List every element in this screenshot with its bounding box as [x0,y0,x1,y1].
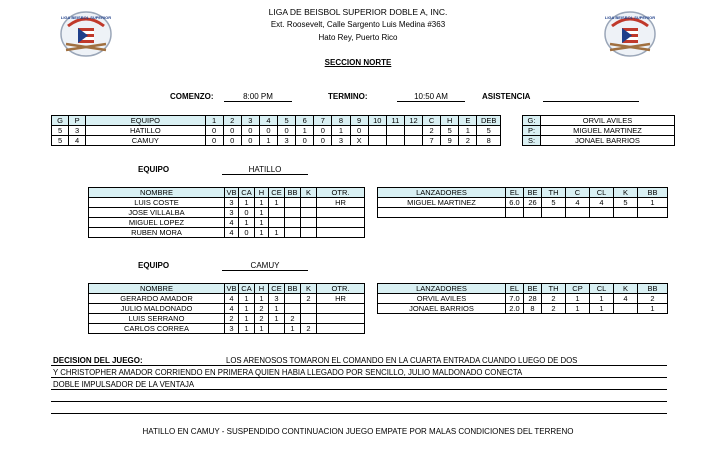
table-cell: 0 [314,136,332,146]
table-cell [614,208,638,218]
table-cell: 1 [239,218,255,228]
table-cell [566,208,590,218]
table-cell: 1 [259,136,277,146]
table-cell: C [423,116,441,126]
end-label: TERMINO: [328,92,368,101]
table-cell: 6 [296,116,314,126]
table-cell: 4 [225,294,239,304]
table-cell: MIGUEL LOPEZ [89,218,225,228]
table-cell: 7 [423,136,441,146]
table-cell: 1 [269,314,285,324]
end-value: 10:50 AM [414,92,448,101]
team1-pitching-table [377,187,668,218]
batting-row [89,198,365,208]
table-cell [614,304,638,314]
table-cell: 1 [590,304,614,314]
table-cell [317,304,365,314]
table-cell: RUBEN MORA [89,228,225,238]
table-cell: 2 [285,314,301,324]
table-cell: JONAEL BARRIOS [378,304,506,314]
start-underline [224,101,292,102]
table-cell [285,198,301,208]
logo-text: LIGA BEISBOL SUPERIOR [60,15,112,20]
table-cell: 1 [296,126,314,136]
section-title: SECCION NORTE [324,58,392,67]
decision-rule-2 [51,377,667,378]
table-cell: 9 [350,116,368,126]
scoreboard-header-row [52,116,501,126]
table-cell: 0 [239,208,255,218]
table-cell: 4 [225,228,239,238]
table-cell: H [255,284,269,294]
table-cell [368,126,386,136]
table-cell: 1 [566,304,590,314]
table-cell: 0 [223,136,241,146]
decision-rule-4 [51,401,667,402]
pitcher-of-record-row [523,136,675,146]
table-cell: 4 [225,218,239,228]
table-cell [590,208,614,218]
table-cell: 1 [590,294,614,304]
table-cell: LANZADORES [378,188,506,198]
table-cell: G [52,116,69,126]
table-cell: OTR. [317,284,365,294]
table-cell: 5 [278,116,296,126]
table-cell: H [441,116,459,126]
batting-header-row [89,284,365,294]
table-cell: EQUIPO [86,116,205,126]
table-cell: 5 [52,126,69,136]
table-cell: X [350,136,368,146]
pitcher-of-record-label: S: [523,136,541,146]
scoreboard-row [52,126,501,136]
team1-name: HATILLO [248,165,282,174]
table-cell [269,218,285,228]
table-cell: 0 [241,136,259,146]
league-address: Ext. Roosevelt, Calle Sargento Luis Medina #363 [270,20,446,29]
table-cell: 1 [638,304,668,314]
attendance-underline [543,101,639,102]
table-cell: JULIO MALDONADO [89,304,225,314]
table-cell: BB [285,284,301,294]
table-cell: 11 [386,116,404,126]
table-cell: CARLOS CORREA [89,324,225,334]
table-cell [301,218,317,228]
table-cell: 0 [278,126,296,136]
table-cell [269,208,285,218]
table-cell [301,304,317,314]
table-cell: 1 [255,198,269,208]
table-cell: K [301,284,317,294]
pitchers-of-record-table [522,115,675,146]
table-cell: 4 [614,294,638,304]
table-cell: 2 [255,304,269,314]
pitcher-of-record-name: JONAEL BARRIOS [541,136,675,146]
table-cell: 3 [225,324,239,334]
table-cell: 6.0 [506,198,524,208]
table-cell: CP [566,284,590,294]
table-cell: 2 [542,294,566,304]
table-cell [317,324,365,334]
table-cell: LUIS COSTE [89,198,225,208]
team2-pitching-table [377,283,668,314]
pitcher-of-record-label: G: [523,116,541,126]
table-cell: K [614,188,638,198]
table-cell: 0 [239,228,255,238]
table-cell: 0 [259,126,277,136]
table-cell: CA [239,188,255,198]
table-cell: BB [638,284,668,294]
batting-header-row [89,188,365,198]
team2-name: CAMUY [250,261,280,270]
pitcher-of-record-row [523,126,675,136]
table-cell: 5 [477,126,501,136]
team1-underline [222,174,308,175]
table-cell: 7 [314,116,332,126]
decision-rule-5 [51,413,667,414]
table-cell: 1 [638,198,668,208]
footer-note: HATILLO EN CAMUY - SUSPENDIDO CONTINUACION JUEGO EMPATE POR MALAS CONDICIONES DEL TERRENO [142,427,574,436]
batting-row [89,294,365,304]
batting-row [89,228,365,238]
table-cell: VB [226,188,237,197]
decision-line-3: DOBLE IMPULSADOR DE LA VENTAJA [53,380,195,389]
table-cell: 1 [332,126,350,136]
table-cell: JOSE VILLALBA [89,208,225,218]
table-cell [285,218,301,228]
team2-underline [222,270,308,271]
team1-batting-table [88,187,365,238]
team1-label: EQUIPO [138,165,170,174]
table-cell: 2 [542,304,566,314]
table-cell: 1 [255,294,269,304]
table-cell: HR [317,198,365,208]
table-cell: 4 [69,136,86,146]
table-cell: 2 [301,294,317,304]
table-cell: 1 [205,116,223,126]
table-cell [317,218,365,228]
table-cell: CE [269,284,285,294]
table-cell: 1 [255,324,269,334]
batting-row [89,304,365,314]
table-cell [524,208,542,218]
table-cell: 2 [255,314,269,324]
table-cell: K [301,188,317,198]
table-cell: GERARDO AMADOR [89,294,225,304]
table-cell: VB [226,284,237,293]
table-cell: OTR. [317,188,365,198]
table-cell [386,126,404,136]
pitcher-of-record-label: P: [523,126,541,136]
table-cell: 1 [459,126,477,136]
table-cell: BE [524,188,542,198]
table-cell: EL [506,284,524,294]
pitching-row [378,198,668,208]
table-cell: LANZADORES [378,284,506,294]
pitching-row [378,294,668,304]
pitcher-of-record-row [523,116,675,126]
table-cell: 9 [441,136,459,146]
end-underline [397,101,465,102]
scoreboard-table [51,115,501,146]
table-cell: EL [506,188,524,198]
table-cell: E [459,116,477,126]
table-cell: 5 [52,136,69,146]
table-cell [506,208,524,218]
table-cell: 1 [269,228,285,238]
table-cell: 8 [477,136,501,146]
decision-line-2: Y CHRISTOPHER AMADOR CORRIENDO EN PRIMERA QUIEN HABIA LLEGADO POR SENCILLO, JULIO MALDONADO CONECTA [53,368,523,377]
table-cell: 1 [239,314,255,324]
batting-row [89,218,365,228]
table-cell: 4 [566,198,590,208]
table-cell [386,136,404,146]
league-city: Hato Rey, Puerto Rico [318,33,398,42]
team2-batting-table [88,283,365,334]
table-cell: 2 [638,294,668,304]
table-cell [301,228,317,238]
table-cell: 0 [223,126,241,136]
table-cell [301,208,317,218]
table-cell: LUIS SERRANO [89,314,225,324]
table-cell: NOMBRE [89,284,225,294]
table-cell: 3 [278,136,296,146]
table-cell: 2 [225,314,239,324]
table-cell: CAMUY [86,136,205,146]
table-cell [542,208,566,218]
table-cell: 28 [524,294,542,304]
table-cell: C [566,188,590,198]
league-title: LIGA DE BEISBOL SUPERIOR DOBLE A, INC. [268,7,448,17]
table-cell: 1 [239,324,255,334]
table-cell [285,294,301,304]
decision-rule-3 [51,389,667,390]
table-cell: 5 [614,198,638,208]
table-cell [317,228,365,238]
table-cell: 3 [332,136,350,146]
table-cell: 5 [441,126,459,136]
table-cell: 0 [314,126,332,136]
start-value: 8:00 PM [243,92,273,101]
table-cell: CL [590,188,614,198]
table-cell: DEB [477,116,501,126]
table-cell: TH [542,188,566,198]
batting-row [89,208,365,218]
table-cell [269,324,285,334]
table-cell: BB [638,188,668,198]
table-cell [285,228,301,238]
table-cell: TH [542,284,566,294]
table-cell: 10 [368,116,386,126]
team2-label: EQUIPO [138,261,170,270]
table-cell: P [69,116,86,126]
table-cell: 2 [459,136,477,146]
table-cell: 2 [423,126,441,136]
table-cell: ORVIL AVILES [378,294,506,304]
decision-line-1: LOS ARENOSOS TOMARON EL COMANDO EN LA CUARTA ENTRADA CUANDO LUEGO DE DOS [226,356,578,365]
table-cell: H [255,188,269,198]
table-cell: 1 [239,294,255,304]
table-cell: CA [239,284,255,294]
table-cell: 4 [590,198,614,208]
table-cell [301,198,317,208]
pitching-row [378,208,668,218]
table-cell: 26 [524,198,542,208]
table-cell [285,304,301,314]
table-cell [404,136,422,146]
scoreboard-row [52,136,501,146]
start-label: COMENZO: [170,92,214,101]
table-cell: 1 [285,324,301,334]
batting-row [89,314,365,324]
table-cell: HATILLO [86,126,205,136]
table-cell [638,208,668,218]
table-cell: 5 [542,198,566,208]
table-cell: 3 [241,116,259,126]
table-cell: 1 [255,218,269,228]
table-cell: 3 [225,208,239,218]
table-cell: 7.0 [506,294,524,304]
table-cell: 0 [205,126,223,136]
table-cell [404,126,422,136]
table-cell [317,208,365,218]
table-cell: K [614,284,638,294]
table-cell: 3 [225,198,239,208]
table-cell [301,314,317,324]
batting-row [89,324,365,334]
table-cell [285,208,301,218]
table-cell: 2.0 [506,304,524,314]
table-cell: 1 [269,304,285,314]
table-cell: 0 [205,136,223,146]
table-cell: CL [590,284,614,294]
table-cell: 8 [524,304,542,314]
table-cell: HR [317,294,365,304]
attendance-label: ASISTENCIA [482,92,531,101]
table-cell: 1 [239,304,255,314]
table-cell: 1 [255,208,269,218]
table-cell: 0 [296,136,314,146]
table-cell: BB [285,188,301,198]
table-cell: 0 [241,126,259,136]
pitcher-of-record-name: ORVIL AVILES [541,116,675,126]
logo-text: LIGA BEISBOL SUPERIOR [604,15,656,20]
pitching-row [378,304,668,314]
table-cell: 1 [566,294,590,304]
table-cell: 1 [255,228,269,238]
table-cell [378,208,506,218]
pitcher-of-record-name: MIGUEL MARTINEZ [541,126,675,136]
table-cell: 1 [269,198,285,208]
table-cell: MIGUEL MARTINEZ [378,198,506,208]
table-cell: 3 [69,126,86,136]
table-cell: 12 [404,116,422,126]
table-cell: 2 [223,116,241,126]
pitching-header-row [378,284,668,294]
pitching-header-row [378,188,668,198]
table-cell: BE [524,284,542,294]
table-cell [368,136,386,146]
table-cell: 4 [225,304,239,314]
table-cell: 2 [301,324,317,334]
table-cell: 3 [269,294,285,304]
table-cell: 8 [332,116,350,126]
decision-rule-1 [51,365,667,366]
table-cell: CE [269,188,285,198]
decision-label: DECISION DEL JUEGO: [53,356,143,365]
table-cell: NOMBRE [89,188,225,198]
table-cell: 1 [239,198,255,208]
table-cell: 0 [350,126,368,136]
table-cell [317,314,365,324]
table-cell: 4 [259,116,277,126]
